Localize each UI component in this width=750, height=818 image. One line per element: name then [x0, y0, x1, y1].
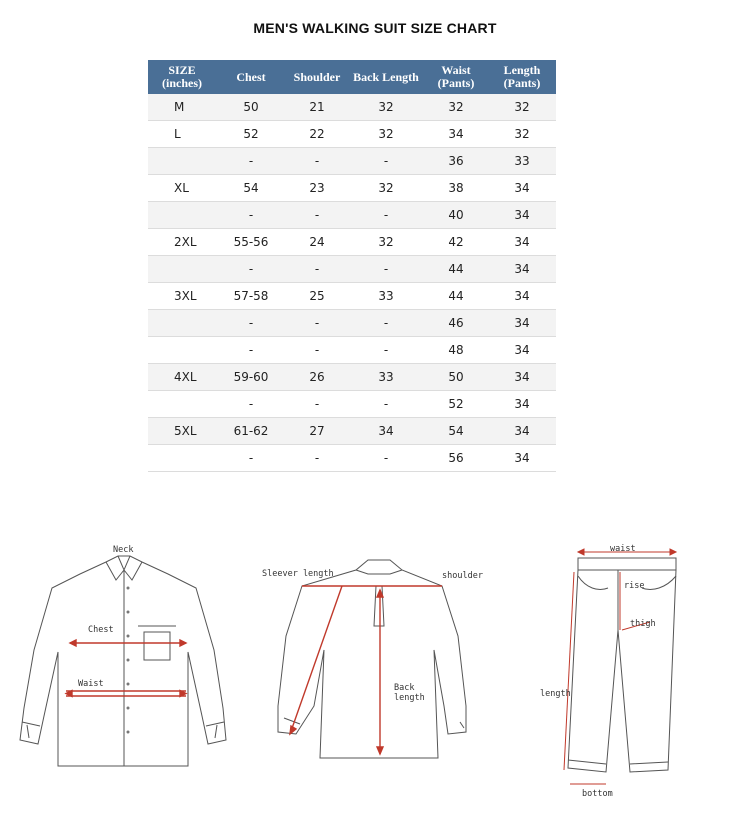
cell-size: 5XL	[148, 418, 216, 445]
cell-chest: -	[216, 256, 286, 283]
cell-chest: -	[216, 148, 286, 175]
header-size: SIZE (inches)	[148, 60, 216, 94]
cell-back-length: 32	[348, 175, 424, 202]
cell-chest: 59-60	[216, 364, 286, 391]
cell-size: L	[148, 121, 216, 148]
cell-back-length: -	[348, 310, 424, 337]
cell-back-length: -	[348, 337, 424, 364]
label-thigh: thigh	[630, 619, 656, 629]
cell-size: 3XL	[148, 283, 216, 310]
cell-length: 34	[488, 310, 556, 337]
cell-back-length: 32	[348, 121, 424, 148]
label-waist-pants: waist	[610, 544, 636, 554]
cell-length: 34	[488, 202, 556, 229]
cell-size: 4XL	[148, 364, 216, 391]
cell-chest: 55-56	[216, 229, 286, 256]
table-row	[148, 391, 556, 418]
cell-shoulder: 22	[286, 121, 348, 148]
cell-length: 33	[488, 148, 556, 175]
cell-waist: 52	[424, 391, 488, 418]
cell-length: 34	[488, 445, 556, 472]
label-rise: rise	[624, 581, 645, 591]
cell-length: 34	[488, 283, 556, 310]
cell-chest: -	[216, 445, 286, 472]
cell-shoulder: -	[286, 202, 348, 229]
cell-waist: 48	[424, 337, 488, 364]
cell-chest: 54	[216, 175, 286, 202]
label-bottom: bottom	[582, 789, 613, 799]
cell-chest: -	[216, 337, 286, 364]
table-row	[148, 256, 556, 283]
cell-back-length: -	[348, 445, 424, 472]
cell-waist: 40	[424, 202, 488, 229]
table-row	[148, 418, 556, 445]
cell-shoulder: 25	[286, 283, 348, 310]
cell-waist: 36	[424, 148, 488, 175]
cell-back-length: 32	[348, 94, 424, 121]
cell-back-length: -	[348, 148, 424, 175]
cell-length: 34	[488, 391, 556, 418]
cell-waist: 34	[424, 121, 488, 148]
label-chest: Chest	[88, 625, 114, 635]
cell-waist: 54	[424, 418, 488, 445]
table-row	[148, 283, 556, 310]
cell-chest: -	[216, 310, 286, 337]
header-shoulder: Shoulder	[286, 60, 348, 94]
header-waist: Waist (Pants)	[424, 60, 488, 94]
cell-size: XL	[148, 175, 216, 202]
cell-waist: 42	[424, 229, 488, 256]
cell-size	[148, 337, 216, 364]
cell-size	[148, 445, 216, 472]
pants-diagram	[538, 538, 688, 804]
cell-back-length: -	[348, 391, 424, 418]
cell-length: 34	[488, 175, 556, 202]
cell-waist: 50	[424, 364, 488, 391]
cell-chest: -	[216, 202, 286, 229]
cell-waist: 38	[424, 175, 488, 202]
table-row	[148, 202, 556, 229]
cell-shoulder: -	[286, 337, 348, 364]
cell-shoulder: -	[286, 256, 348, 283]
cell-back-length: 33	[348, 364, 424, 391]
table-row	[148, 310, 556, 337]
cell-waist: 44	[424, 256, 488, 283]
cell-size	[148, 256, 216, 283]
cell-length: 34	[488, 229, 556, 256]
cell-waist: 56	[424, 445, 488, 472]
label-sleeve-length: Sleever length	[262, 569, 334, 579]
cell-back-length: -	[348, 202, 424, 229]
cell-shoulder: 27	[286, 418, 348, 445]
label-neck: Neck	[113, 545, 134, 555]
header-back-length: Back Length	[348, 60, 424, 94]
table-row	[148, 148, 556, 175]
cell-length: 34	[488, 337, 556, 364]
cell-size	[148, 202, 216, 229]
table-row	[148, 229, 556, 256]
header-chest: Chest	[216, 60, 286, 94]
cell-waist: 44	[424, 283, 488, 310]
cell-size: M	[148, 94, 216, 121]
cell-waist: 46	[424, 310, 488, 337]
cell-shoulder: -	[286, 391, 348, 418]
cell-back-length: 34	[348, 418, 424, 445]
label-waist: Waist	[78, 679, 104, 689]
table-row	[148, 121, 556, 148]
cell-shoulder: 21	[286, 94, 348, 121]
cell-size	[148, 310, 216, 337]
table-row	[148, 94, 556, 121]
label-length-pants: length	[540, 689, 571, 699]
shirt-back-diagram	[262, 556, 492, 766]
table-row	[148, 337, 556, 364]
cell-size	[148, 148, 216, 175]
table-row	[148, 175, 556, 202]
cell-chest: 57-58	[216, 283, 286, 310]
cell-length: 32	[488, 121, 556, 148]
size-chart-table	[148, 60, 556, 472]
cell-shoulder: -	[286, 445, 348, 472]
cell-length: 34	[488, 256, 556, 283]
cell-shoulder: -	[286, 310, 348, 337]
cell-shoulder: 26	[286, 364, 348, 391]
page-title: MEN'S WALKING SUIT SIZE CHART	[253, 20, 497, 36]
cell-waist: 32	[424, 94, 488, 121]
cell-back-length: 33	[348, 283, 424, 310]
cell-back-length: -	[348, 256, 424, 283]
label-back-length-line2: length	[394, 693, 425, 703]
label-back-length-line1: Back	[394, 683, 415, 693]
cell-shoulder: 24	[286, 229, 348, 256]
table-row	[148, 364, 556, 391]
cell-shoulder: -	[286, 148, 348, 175]
shirt-front-diagram	[18, 540, 233, 780]
cell-chest: 50	[216, 94, 286, 121]
cell-shoulder: 23	[286, 175, 348, 202]
header-length: Length (Pants)	[488, 60, 556, 94]
cell-size	[148, 391, 216, 418]
cell-chest: -	[216, 391, 286, 418]
table-header-row	[148, 60, 556, 94]
cell-chest: 52	[216, 121, 286, 148]
cell-chest: 61-62	[216, 418, 286, 445]
cell-length: 34	[488, 364, 556, 391]
cell-back-length: 32	[348, 229, 424, 256]
label-shoulder: shoulder	[442, 571, 483, 581]
table-row	[148, 445, 556, 472]
cell-size: 2XL	[148, 229, 216, 256]
cell-length: 34	[488, 418, 556, 445]
cell-length: 32	[488, 94, 556, 121]
